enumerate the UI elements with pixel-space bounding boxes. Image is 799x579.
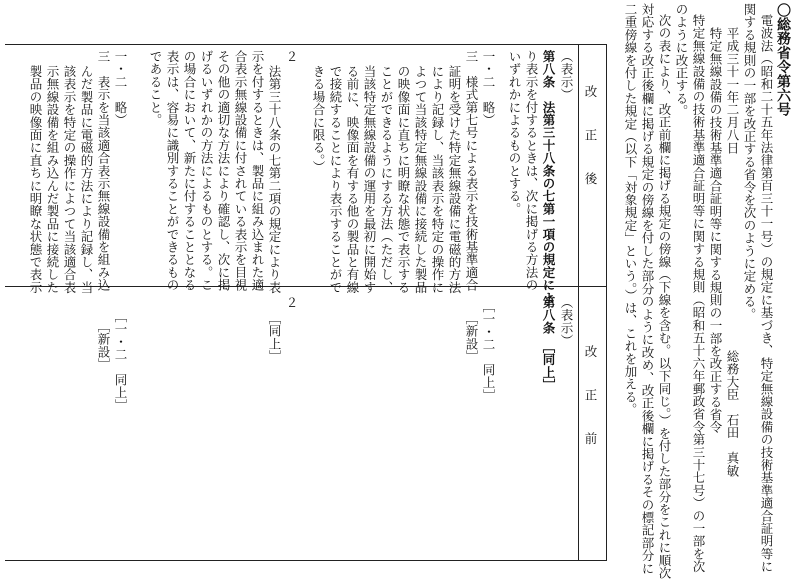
body-line-4: 対応する改正後欄に掲げる規定の傍線を付した部分のように改め、改正後欄に掲げるその標記部分に [640, 3, 655, 575]
body-line-1: 特定無線設備の技術基準適合証明等に関する規則（昭和五十六年郵政省令第三十七号）の一部を次 [691, 14, 706, 573]
after-line: きる場合に限る。） [311, 65, 326, 174]
after-paragraph-2-number: ２ [284, 50, 299, 63]
after-line: 合表示無線設備に付されている表示を目視 [233, 50, 248, 292]
after-line: んだ製品に電磁的方法により記録し、当 [79, 65, 94, 294]
after-line: り表示を付するときは、次に掲げる方法の [524, 50, 539, 292]
after-item-3: 三 様式第七号による表示を技術基準適合 [464, 50, 479, 292]
after-line: により記録し、当該表示を特定の操作に [430, 65, 445, 294]
after-item-3: 三 表示を当該適合表示無線設備を組み込 [96, 50, 111, 292]
after-line: 表示は、容易に識別することができるもの [165, 50, 180, 292]
table-bottom-border [5, 560, 606, 561]
preamble-line-2: 関する規則の一部を改正する省令を次のように定める。 [742, 3, 757, 321]
after-line: 当該特定無線設備の運用を最初に開始す [362, 65, 377, 294]
before-heading-label: （表示） [559, 296, 574, 347]
after-line: で接続することにより表示することがで [328, 65, 343, 294]
after-heading-label: （表示） [559, 50, 574, 101]
after-line: 法第三十八条の七第二項の規定により表 [267, 65, 282, 294]
after-revision-header: 改 正 後 [583, 85, 598, 187]
before-paragraph-2-number: ２ [284, 296, 299, 309]
after-line: 該表示を特定の操作によつて当該適合表 [62, 65, 77, 294]
ordinance-title: 〇総務省令第六号 [775, 3, 791, 117]
before-article-8: 第八条 ［同上］ [541, 296, 556, 392]
after-item-1-2: 一・二 略） [113, 50, 128, 127]
after-line: 示を付するときは、製品に組み込まれた適 [250, 50, 265, 292]
after-article-8: 第八条 法第三十八条の七第一項の規定によ [541, 50, 556, 304]
before-new-item: ［新設］ [464, 312, 479, 363]
after-line: の映像面に直ちに明瞭な状態で表示する [396, 65, 411, 294]
table-header-divider [578, 44, 579, 561]
before-revision-header: 改 正 前 [583, 345, 598, 447]
minister-name: 総務大臣 石田 真敏 [725, 350, 740, 477]
after-line: ことができるようにする方法（ただし、 [379, 65, 394, 294]
table-right-border [606, 44, 607, 561]
after-line: る前に、映像面を有する他の製品と有線 [345, 65, 360, 294]
amendment-title: 特定無線設備の技術基準適合証明等に関する規則の一部を改正する省令 [708, 27, 723, 434]
preamble-line-1: 電波法（昭和二十五年法律第百三十一号）の規定に基づき、特定無線設備の技術基準適合証明等に [759, 14, 774, 573]
after-line: いずれかによるものとする。 [507, 50, 522, 216]
after-line: の場合において、新たに付することとなる [182, 50, 197, 292]
after-item-1-2: 一・二 略） [481, 50, 496, 127]
after-line: であること。 [148, 50, 163, 127]
enactment-date: 平成三十一年二月八日 [725, 27, 740, 154]
body-line-5: 二重傍線を付した規定（以下「対象規定」という。）は、これを加える。 [623, 3, 638, 416]
after-line: その他の適切な方法により確認し、次に掲 [216, 50, 231, 292]
before-new-item: ［新設］ [96, 320, 111, 371]
after-line: げるいずれかの方法によるものとする。こ [199, 50, 214, 292]
after-line: 証明を受けた特定無線設備に電磁的方法 [447, 65, 462, 294]
before-item-1-2: ［一・二 同上］ [481, 300, 496, 402]
before-item-1-2: ［一・二 同上］ [113, 310, 128, 412]
before-paragraph-2: ［同上］ [267, 312, 282, 363]
table-top-border [5, 44, 606, 45]
after-line: 示無線設備を組み込んだ製品に接続した [45, 65, 60, 294]
body-line-3: 次の表により、改正前欄に掲げる規定の傍線（下線を含む。以下同じ。）を付した部分をこれに順次 [657, 14, 672, 579]
after-line: よつて当該特定無線設備に接続した製品 [413, 65, 428, 294]
after-line: 製品の映像面に直ちに明瞭な状態で表示 [28, 65, 43, 294]
body-line-2: のように改正する。 [674, 3, 689, 118]
